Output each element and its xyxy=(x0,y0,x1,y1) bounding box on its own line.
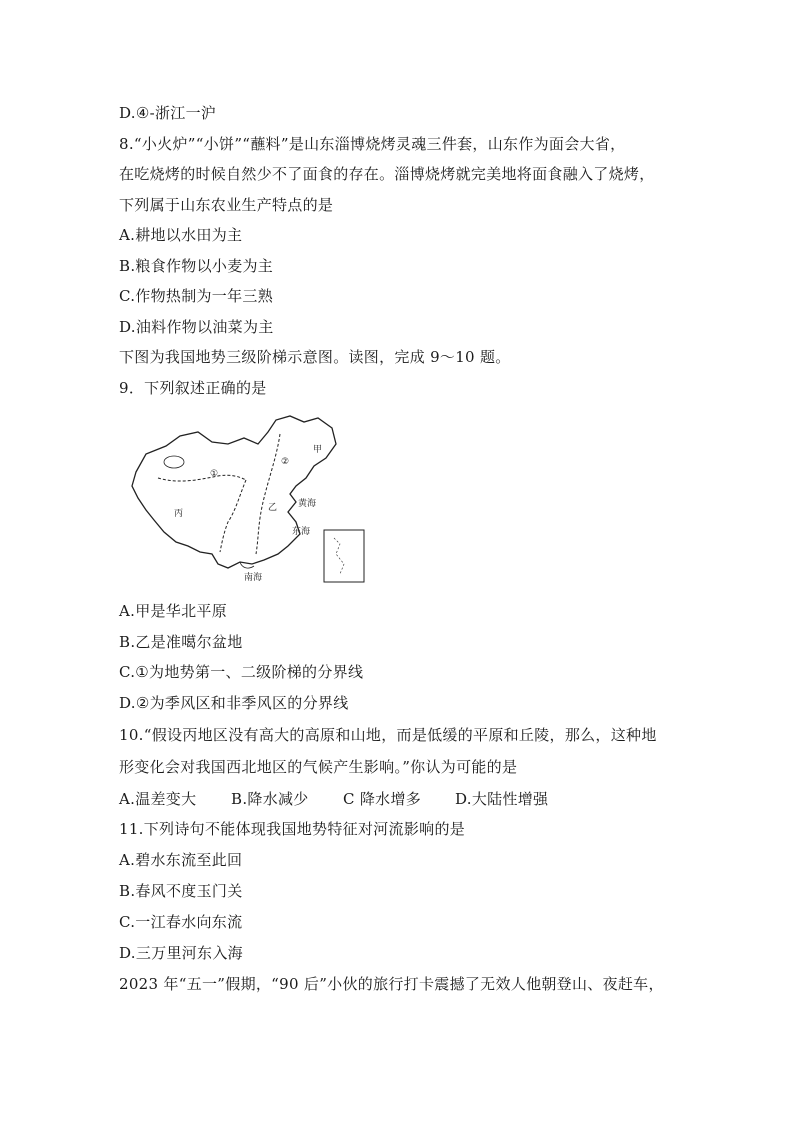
south-sea-inset-frame xyxy=(324,530,364,582)
question-10-option-a: A.温差变大 xyxy=(119,790,197,808)
question-11-option-c: C.一江春水向东流 xyxy=(119,913,243,931)
question-8-option-a: A.耕地以水田为主 xyxy=(119,226,243,244)
question-9-stem: 9．下列叙述正确的是 xyxy=(119,379,267,397)
question-10-option-b: B.降水减少 xyxy=(231,790,309,808)
question-8-stem-line-2: 在吃烧烤的时候自然少不了面食的存在。淄博烧烤就完美地将面食融入了烧烤， xyxy=(119,165,655,183)
map-label-circle-1: ① xyxy=(210,469,219,479)
china-terrain-map-svg xyxy=(128,414,368,586)
question-9-option-c: C.①为地势第一、二级阶梯的分界线 xyxy=(119,663,364,681)
question-10-options xyxy=(119,789,548,809)
question-8-stem-line-3: 下列属于山东农业生产特点的是 xyxy=(119,196,334,214)
text-line: D.④-浙江一沪 xyxy=(119,104,217,122)
china-outline xyxy=(132,416,336,568)
question-9-option-b: B.乙是准噶尔盆地 xyxy=(119,633,243,651)
basin-contour xyxy=(164,456,184,468)
china-terrain-map xyxy=(128,414,368,586)
question-11-option-b: B.春风不度玉门关 xyxy=(119,882,243,900)
map-label-circle-2: ② xyxy=(281,457,290,467)
map-label-jia: 甲 xyxy=(313,445,323,455)
passage-intro: 2023 年“五一”假期，“90 后”小伙的旅行打卡震撼了无效人他朝登山、夜赶车， xyxy=(119,975,664,993)
question-8-stem-line-1: 8.“小火炉”“小饼”“蘸料”是山东淄博烧烤灵魂三件套，山东作为面会大省， xyxy=(119,135,626,153)
question-9-option-d: D.②为季风区和非季风区的分界线 xyxy=(119,694,349,712)
map-label-east-sea: 东海 xyxy=(292,527,311,537)
question-8-option-c: C.作物热制为一年三熟 xyxy=(119,287,274,305)
map-label-yi: 乙 xyxy=(268,503,278,513)
map-label-bing: 丙 xyxy=(174,509,184,519)
terrain-boundary-line-1 xyxy=(158,475,246,481)
question-8-option-b: B.粮食作物以小麦为主 xyxy=(119,257,274,275)
question-11-option-d: D.三万里河东入海 xyxy=(119,944,243,962)
question-10-option-d: D.大陆性增强 xyxy=(455,790,549,808)
question-11-option-a: A.碧水东流至此回 xyxy=(119,851,243,869)
terrain-boundary-line-1b xyxy=(220,480,246,552)
question-10-stem-line-2: 形变化会对我国西北地区的气候产生影响。”你认为可能的是 xyxy=(119,758,518,776)
question-11-stem: 11.下列诗句不能体现我国地势特征对河流影响的是 xyxy=(119,820,466,838)
map-intro: 下图为我国地势三级阶梯示意图。读图，完成 9～10 题。 xyxy=(119,348,511,366)
question-8-option-d: D.油料作物以油菜为主 xyxy=(119,318,274,336)
terrain-boundary-line-2 xyxy=(256,434,280,554)
south-sea-inset-line xyxy=(334,538,344,574)
question-10-option-c: C 降水增多 xyxy=(343,790,422,808)
question-9-option-a: A.甲是华北平原 xyxy=(119,602,228,620)
map-label-south-sea: 南海 xyxy=(244,573,263,583)
map-label-yellow-sea: 黄海 xyxy=(298,499,317,509)
question-10-stem-line-1: 10.“假设丙地区没有高大的高原和山地，而是低缓的平原和丘陵，那么，这种地 xyxy=(119,726,657,744)
